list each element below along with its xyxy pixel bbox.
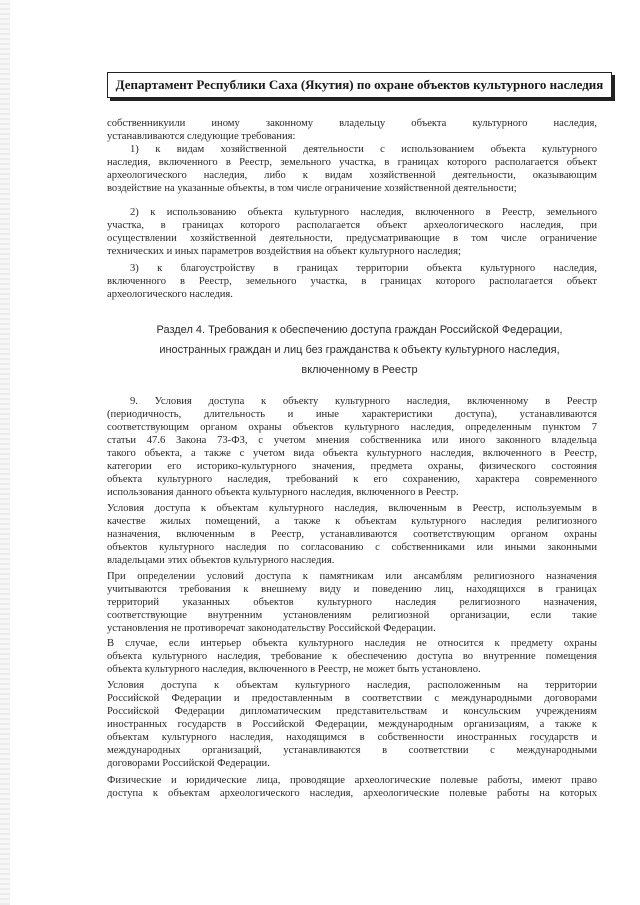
text-line: Российской Федерации и предоставленным в соответствии с международными договорами — [107, 693, 597, 704]
text-line: Условия доступа к объектам культурного наследия, включенным в Реестр, используемым в — [107, 503, 597, 514]
text-line: статьи 47.6 Закона 73-ФЗ, с учетом мнения собственника или иного законного владельца — [107, 435, 597, 446]
list-item-2-line: 2) к использованию объекта культурного наследия, включенного в Реестр, земельного — [130, 207, 597, 218]
text-line: международных организаций, устанавливаются в соответствии с международными — [107, 745, 597, 756]
section-heading-line: Раздел 4. Требования к обеспечению доступа граждан Российской Федерации, — [156, 324, 563, 336]
text-line: собственникуили иному законному владельцу объекта культурного наследия, — [107, 118, 597, 129]
text-line: иностранных государств в Российской Федерации, международным организациям, а также к — [107, 719, 597, 730]
text-line: участка, в границах которого располагается объект археологического наследия, при — [107, 220, 597, 231]
scan-edge-artifact — [0, 0, 10, 905]
text-line: устанавливаются следующие требования: — [107, 131, 296, 142]
text-line: соответствующим органом охраны объектов культурного наследия, определенным пунктом 7 — [107, 422, 597, 433]
text-line: такого объекта, а также с учетом вида объекта культурного наследия, включенного в Реестр, — [107, 448, 597, 459]
text-line: технических и иных параметров воздействия на объект культурного наследия; — [107, 246, 461, 257]
text-line: объектов культурного наследия по согласованию с собственниками или иными законными — [107, 542, 597, 553]
text-line: территорий указанных объектов культурного наследия религиозного назначения, — [107, 597, 597, 608]
text-line: объектам культурного наследия, находящимся в собственности иностранных государств и — [107, 732, 597, 743]
text-line: назначения, включенным в Реестр, устанавливаются соответствующим органом охраны — [107, 529, 597, 540]
department-header-box — [107, 72, 612, 98]
text-line: (периодичность, длительность и иные характеристики доступа), устанавливаются — [107, 409, 597, 420]
section-heading-line: включенному в Реестр — [301, 364, 418, 376]
text-line: качестве жилых помещений, а также к объектам культурного наследия религиозного — [107, 516, 597, 527]
list-item-3-line: 3) к благоустройству в границах территории объекта культурного наследия, — [130, 263, 597, 274]
text-line: учитываются требования к внешнему виду и поведению лиц, находящихся в границах — [107, 584, 597, 595]
text-line: категории его историко-культурного значения, предмета охраны, физического состояния — [107, 461, 597, 472]
text-line: использования данного объекта культурного наследия, включенного в Реестр. — [107, 487, 459, 498]
text-line: включенного в Реестр, земельного участка, в границах которого располагается объект — [107, 276, 597, 287]
text-line: установления не противоречат законодательству Российской Федерации. — [107, 623, 436, 634]
text-line: владельцами этих объектов культурного наследия. — [107, 555, 335, 566]
text-line: воздействие на указанные объекты, в том числе ограничение хозяйственной деятельности; — [107, 183, 517, 194]
list-item-1-line: 1) к видам хозяйственной деятельности с использованием объекта культурного — [130, 144, 597, 155]
text-line: соответствующие внутренним установлениям религиозной организации, если такие — [107, 610, 597, 621]
text-line: Условия доступа к объектам культурного наследия, расположенным на территории — [107, 680, 597, 691]
text-line: В случае, если интерьер объекта культурного наследия не относится к предмету охраны — [107, 638, 597, 649]
text-line: объекта культурного наследия, включенного в Реестр, не может быть установлено. — [107, 664, 481, 675]
section-heading-line: иностранных граждан и лиц без гражданства к объекту культурного наследия, — [159, 344, 560, 356]
paragraph-9-first-line: 9. Условия доступа к объекту культурного наследия, включенному в Реестр — [130, 396, 597, 407]
text-line: объекта культурного наследия, требование к обеспечению доступа во внутренние помещения — [107, 651, 597, 662]
text-line: При определении условий доступа к памятникам или ансамблям религиозного назначения — [107, 571, 597, 582]
text-line: объекта культурного наследия, требований к его сохранению, характера современного — [107, 474, 597, 485]
department-header-title: Департамент Республики Саха (Якутия) по охране объектов культурного наследия — [115, 77, 604, 92]
text-line: Физические и юридические лица, проводящие археологические полевые работы, имеют право — [107, 775, 597, 786]
text-line: наследия, включенного в Реестр, земельного участка, в границах которого располагается объект — [107, 157, 597, 168]
text-line: осуществлении хозяйственной деятельности, предусматривающие в том числе ограничение — [107, 233, 597, 244]
text-line: археологического наследия, либо к видам хозяйственной деятельности, оказывающим — [107, 170, 597, 181]
text-line: Российской Федерации дипломатическим представительствам и консульским учреждениям — [107, 706, 597, 717]
text-line: договорами Российской Федерации. — [107, 758, 270, 769]
text-line: доступа к объектам археологического наследия, археологические полевые работы на которых — [107, 788, 597, 799]
text-line: археологического наследия. — [107, 289, 233, 300]
